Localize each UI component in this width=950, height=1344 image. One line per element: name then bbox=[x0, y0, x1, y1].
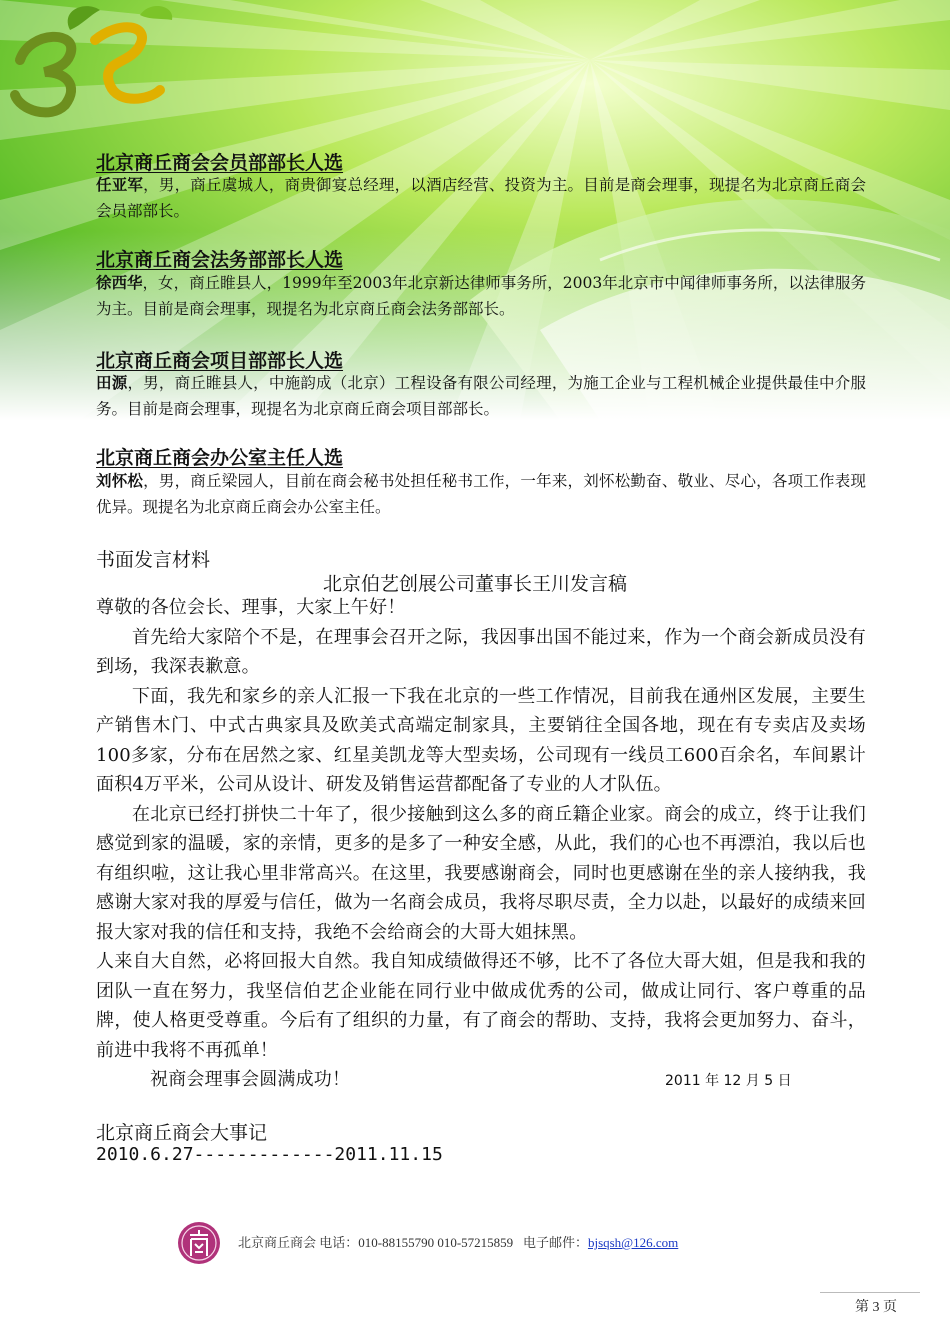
candidate-name: 田源 bbox=[96, 373, 128, 392]
speech-greeting: 尊敬的各位会长、理事，大家上午好！ bbox=[96, 597, 406, 618]
footer-email-link[interactable]: bjsqsh@126.com bbox=[587, 1235, 679, 1250]
section-title-office: 北京商丘商会办公室主任人选 bbox=[96, 447, 344, 469]
speech-paragraph-4: 人来自大自然，必将回报大自然。我自知成绩做得还不够，比不了各位大哥大姐，但是我和我的团队一直在努力，我坚信伯艺企业能在同行业中做成优秀的公司，做成让同行、客户尊重的品牌，使人格更受尊重。今后有了组织的力量，有了商会的帮助、支持，我将会更加努力、奋斗，前进中我将不再孤单！ bbox=[96, 951, 866, 1061]
candidate-description: ，女，商丘睢县人，1999年至2003年北京新达律师事务所，2003年北京市中闻律师事务所，以法律服务为主。目前是商会理事，现提名为北京商丘商会法务部部长。 bbox=[96, 274, 866, 318]
3s-logo bbox=[0, 0, 180, 120]
footer-org: 北京商丘商会 bbox=[238, 1235, 317, 1250]
candidate-name: 刘怀松 bbox=[96, 471, 144, 490]
page-number: 第 3 页 bbox=[855, 1300, 897, 1315]
speech-paragraph-2: 下面，我先和家乡的亲人汇报一下我在北京的一些工作情况，目前我在通州区发展，主要生产销售木门、中式古典家具及欧美式高端定制家具，主要销往全国各地，现在有专卖店及卖场100多家，分布在居然之家、红星美凯龙等大型卖场，公司现有一线员工600百余名，车间累计面积4万平米，公司从设计、研发及销售运营都配备了专业的人才队伍。 bbox=[96, 685, 866, 795]
section-body-membership bbox=[96, 172, 866, 224]
speech-date: 2011 年 12 月 5 日 bbox=[665, 1073, 792, 1089]
section-body-legal bbox=[96, 270, 866, 322]
candidate-name: 徐西华 bbox=[96, 273, 143, 292]
section-title-legal: 北京商丘商会法务部部长人选 bbox=[96, 249, 344, 271]
speech-body bbox=[96, 593, 866, 1095]
footer-contact bbox=[238, 1232, 678, 1251]
speech-paragraph-3: 在北京已经打拼快二十年了，很少接触到这么多的商丘籍企业家。商会的成立，终于让我们感觉到家的温暖，家的亲情，更多的是多了一种安全感，从此，我们的心也不再漂泊，我以后也有组织啦，这让我心里非常高兴。在这里，我要感谢商会，同时也更感谢在坐的亲人接纳我，我感谢大家对我的厚爱与信任，做为一名商会成员，我将尽职尽责，全力以赴，以最好的成绩来回报大家对我的信任和支持，我绝不会给商会的大哥大姐抹黑。 bbox=[96, 803, 866, 943]
page-number-divider bbox=[820, 1292, 920, 1293]
candidate-description: ，男，商丘睢县人，中施韵成（北京）工程设备有限公司经理，为施工企业与工程机械企业提供最佳中介服务。目前是商会理事，现提名为北京商丘商会项目部部长。 bbox=[96, 374, 866, 418]
events-date-range: 2010.6.27-------------2011.11.15 bbox=[96, 1144, 443, 1165]
section-title-membership: 北京商丘商会会员部部长人选 bbox=[96, 152, 344, 174]
candidate-description: ，男，商丘梁园人，目前在商会秘书处担任秘书工作，一年来，刘怀松勤奋、敬业、尽心，各项工作表现优异。现提名为北京商丘商会办公室主任。 bbox=[96, 472, 866, 516]
footer-phone: 电话：010-88155790 010-57215859 bbox=[319, 1235, 514, 1250]
speech-paragraph-1: 首先给大家陪个不是，在理事会召开之际，我因事出国不能过来，作为一个商会新成员没有到场，我深表歉意。 bbox=[96, 626, 866, 677]
speech-closing: 祝商会理事会圆满成功！ bbox=[150, 1069, 351, 1090]
events-heading: 北京商丘商会大事记 bbox=[96, 1122, 268, 1144]
footer-email-label: 电子邮件： bbox=[522, 1235, 588, 1250]
section-body-office bbox=[96, 468, 866, 520]
written-materials-heading: 书面发言材料 bbox=[96, 549, 211, 571]
section-title-project: 北京商丘商会项目部部长人选 bbox=[96, 350, 344, 372]
candidate-description: ，男，商丘虞城人，商贵御宴总经理，以酒店经营、投资为主。目前是商会理事，现提名为北京商丘商会会员部部长。 bbox=[96, 176, 866, 220]
candidate-name: 任亚军 bbox=[96, 175, 144, 194]
chamber-logo-icon bbox=[176, 1220, 222, 1266]
speech-title: 北京伯艺创展公司董事长王川发言稿 bbox=[322, 573, 627, 595]
section-body-project bbox=[96, 370, 866, 422]
